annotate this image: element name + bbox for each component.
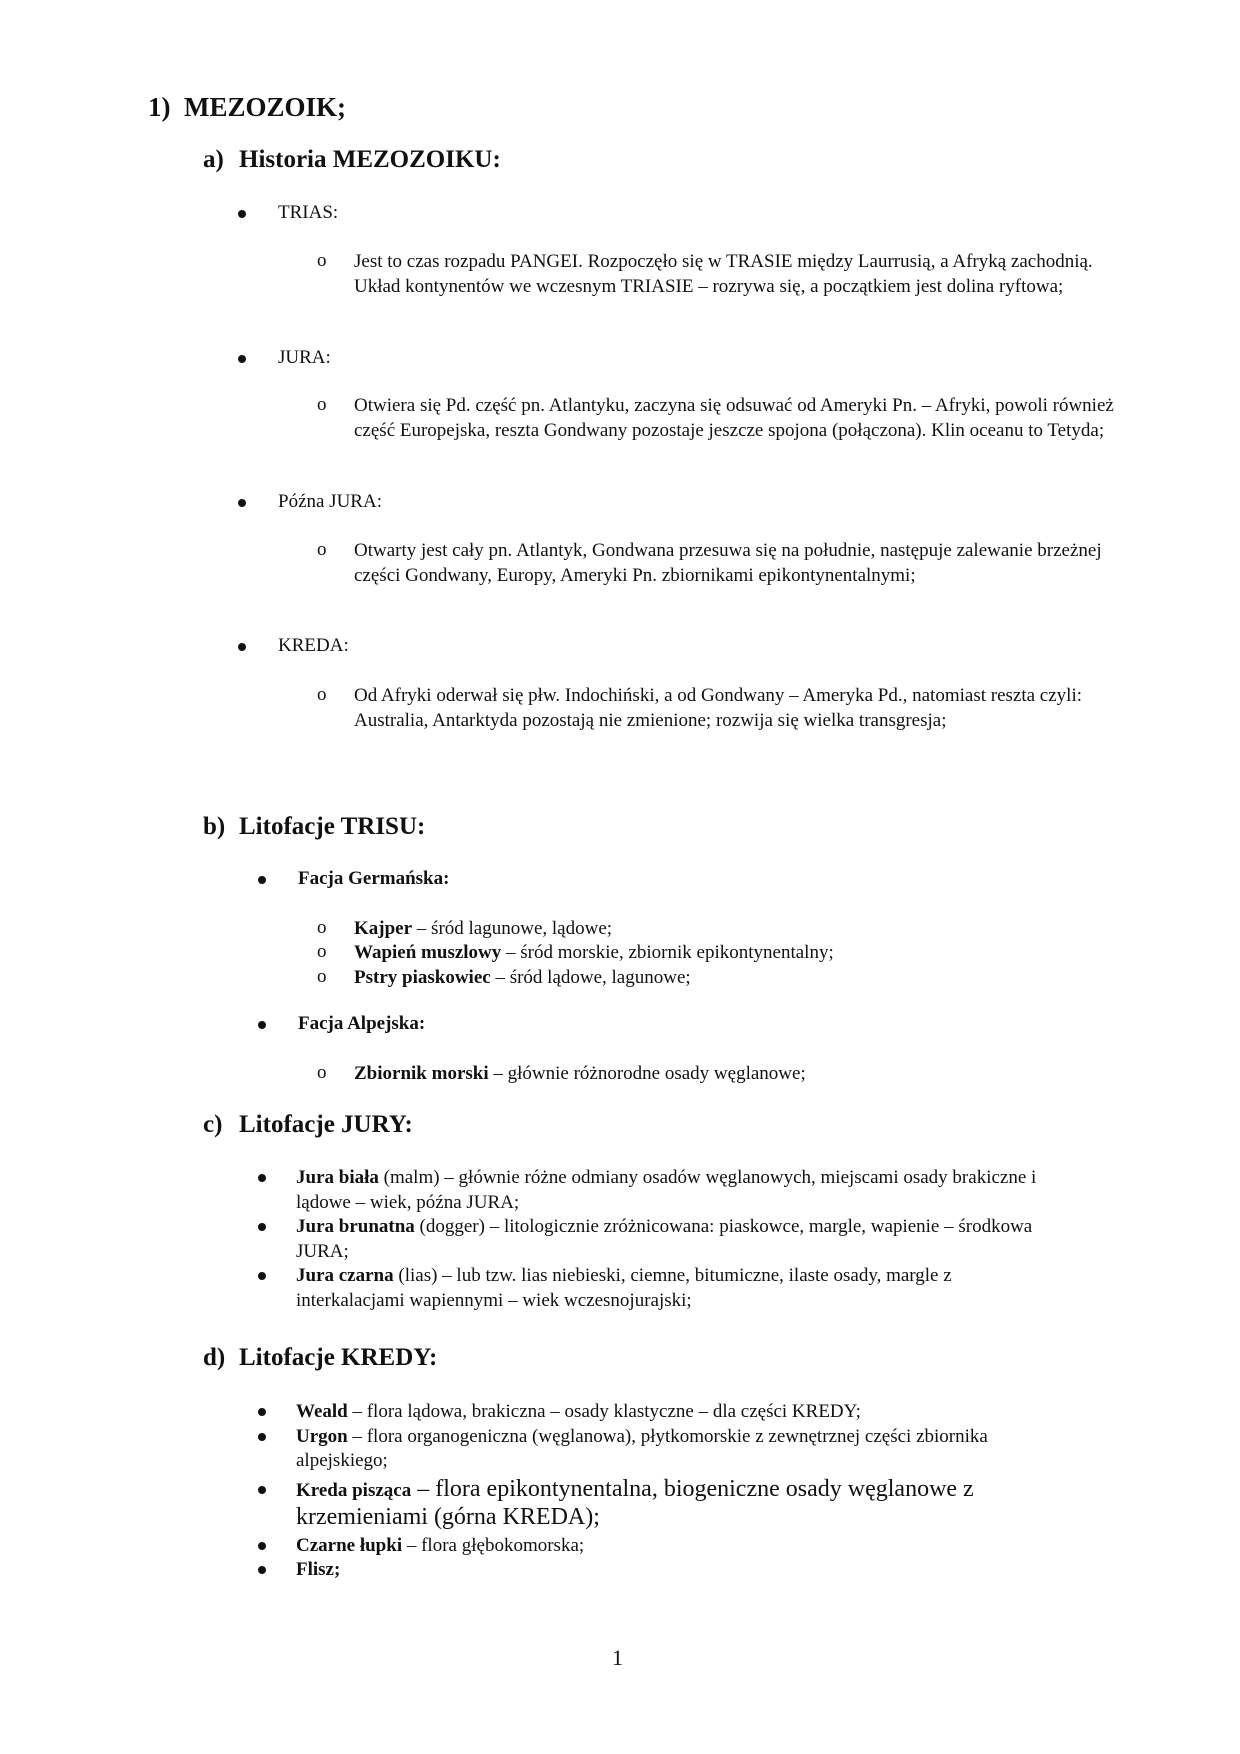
bullet-dot <box>258 1223 266 1231</box>
bullet-dot <box>258 1566 266 1574</box>
main-heading-number: 1) <box>148 92 171 122</box>
list-item-text <box>296 1558 1056 1583</box>
list-item <box>258 1264 1056 1313</box>
bullet-dot <box>238 355 246 363</box>
bullet-label: Facja Alpejska: <box>298 1013 426 1034</box>
bullet-dot <box>258 876 266 884</box>
term-desc: – flora organogeniczna (węglanowa), płytkomorskie z zewnętrznej części zbiornika alpejskiego; <box>296 1425 988 1471</box>
bullet-dot <box>258 1542 266 1550</box>
term: Czarne łupki <box>296 1534 403 1556</box>
circle-bullet-icon: o <box>317 1062 327 1083</box>
section-d-title: Litofacje KREDY: <box>239 1344 438 1371</box>
section-c-heading <box>203 1111 413 1139</box>
sub-item-text <box>354 941 1114 966</box>
term-desc: – głównie różnorodne osady węglanowe; <box>488 1063 806 1084</box>
section-a-title: Historia MEZOZOIKU: <box>239 146 501 173</box>
bullet-label: Późna JURA: <box>278 491 382 512</box>
kreda-list <box>258 1400 1056 1583</box>
circle-bullet-icon: o <box>317 917 327 938</box>
jura-list <box>258 1166 1056 1313</box>
sub-item-text: Od Afryki oderwał się płw. Indochiński, a od Gondwany – Ameryka Pd., natomiast reszta czyli: Australia, Antarktyda pozostają nie zmienione; rozwija się wielka transgresja; <box>354 685 1083 731</box>
term-desc: (dogger) – litologicznie zróżnicowana: piaskowce, margle, wapienie – środkowa JURA; <box>296 1216 1033 1262</box>
sub-item-text: Otwarty jest cały pn. Atlantyk, Gondwana przesuwa się na południe, następuje zalewanie brzeżnej części Gondwany, Europy, Ameryki Pn. zbiornikami epikontynentalnymi; <box>354 540 1102 586</box>
bullet-dot <box>238 643 246 651</box>
bullet-dot <box>258 1433 266 1441</box>
list-item-text <box>296 1400 1056 1425</box>
main-heading-title: MEZOZOIK; <box>184 92 347 122</box>
list-item <box>258 1400 1056 1425</box>
list-item <box>258 1425 1056 1474</box>
list-item-text <box>296 1166 1056 1215</box>
section-c-title: Litofacje JURY: <box>239 1111 413 1138</box>
page-number: 1 <box>612 1645 623 1670</box>
sub-item-text: Otwiera się Pd. część pn. Atlantyku, zaczyna się odsuwać od Ameryki Pn. – Afryki, powoli również część Europejska, reszta Gondwany pozostaje jeszcze spojona (połączona). Klin oceanu to Tetyda; <box>354 395 1114 441</box>
bullet-label: Facja Germańska: <box>298 868 450 889</box>
list-item <box>258 1534 1056 1559</box>
list-item-text <box>296 1534 1056 1559</box>
bullet-dot <box>238 499 246 507</box>
term: Kreda pisząca <box>296 1479 412 1501</box>
list-item <box>258 1215 1056 1264</box>
list-item <box>258 1476 1056 1532</box>
bullet-label: JURA: <box>278 347 331 368</box>
list-item <box>258 1166 1056 1215</box>
term: Urgon <box>296 1425 348 1447</box>
list-item <box>258 1558 1056 1583</box>
circle-bullet-icon: o <box>317 941 327 962</box>
term-desc: – flora lądowa, brakiczna – osady klastyczne – dla części KREDY; <box>347 1401 861 1422</box>
section-d-heading <box>203 1344 437 1372</box>
term-desc: – śród lagunowe, lądowe; <box>412 918 613 939</box>
section-b-heading <box>203 813 425 841</box>
circle-bullet-icon: o <box>317 394 327 415</box>
list-item-text <box>296 1476 1056 1532</box>
section-a-number: a) <box>203 146 224 173</box>
list-item-text <box>296 1215 1056 1264</box>
main-heading <box>148 92 346 123</box>
sub-item-text <box>354 917 1114 942</box>
term: Flisz; <box>296 1559 341 1580</box>
sub-item-text <box>354 1062 1114 1087</box>
list-item-text <box>296 1264 1056 1313</box>
term: Jura biała <box>296 1167 379 1188</box>
bullet-dot <box>258 1408 266 1416</box>
bullet-dot <box>258 1272 266 1280</box>
term-desc: (malm) – głównie różne odmiany osadów węglanowych, miejscami osady brakiczne i lądowe – wiek, późna JURA; <box>296 1167 1037 1213</box>
circle-bullet-icon: o <box>317 539 327 560</box>
list-item-text <box>296 1425 1056 1474</box>
section-b-number: b) <box>203 813 226 840</box>
term: Pstry piaskowiec <box>354 967 491 988</box>
term-desc: (lias) – lub tzw. lias niebieski, ciemne, bitumiczne, ilaste osady, margle z interkalacjami wapiennymi – wiek wczesnojurajski; <box>296 1265 952 1311</box>
circle-bullet-icon: o <box>317 966 327 987</box>
circle-bullet-icon: o <box>317 250 327 271</box>
bullet-label: TRIAS: <box>278 202 339 223</box>
term-desc: – śród lądowe, lagunowe; <box>490 967 691 988</box>
term: Kajper <box>354 918 413 939</box>
term: Zbiornik morski <box>354 1063 489 1084</box>
term: Wapień muszlowy <box>354 942 502 963</box>
term-desc: – śród morskie, zbiornik epikontynentalny; <box>501 942 834 963</box>
bullet-label: KREDA: <box>278 635 349 656</box>
term: Jura czarna <box>296 1265 394 1286</box>
section-a-heading <box>203 146 501 174</box>
bullet-dot <box>238 210 246 218</box>
term-desc: – flora epikontynentalna, biogeniczne osady węglanowe z krzemieniami (górna KREDA); <box>296 1475 974 1530</box>
sub-item-text <box>354 966 1114 991</box>
term-desc: – flora głębokomorska; <box>402 1534 585 1556</box>
section-c-number: c) <box>203 1111 223 1138</box>
term: Jura brunatna <box>296 1216 415 1237</box>
section-b-title: Litofacje TRISU: <box>239 813 426 840</box>
circle-bullet-icon: o <box>317 684 327 705</box>
section-d-number: d) <box>203 1344 226 1371</box>
bullet-dot <box>258 1021 266 1029</box>
bullet-dot <box>258 1174 266 1182</box>
term: Weald <box>296 1401 348 1422</box>
sub-item-text: Jest to czas rozpadu PANGEI. Rozpoczęło się w TRASIE między Laurrusią, a Afryką zachodnią. Układ kontynentów we wczesnym TRIASIE – rozrywa się, a początkiem jest dolina ryftowa; <box>354 251 1093 297</box>
bullet-dot <box>258 1486 266 1494</box>
